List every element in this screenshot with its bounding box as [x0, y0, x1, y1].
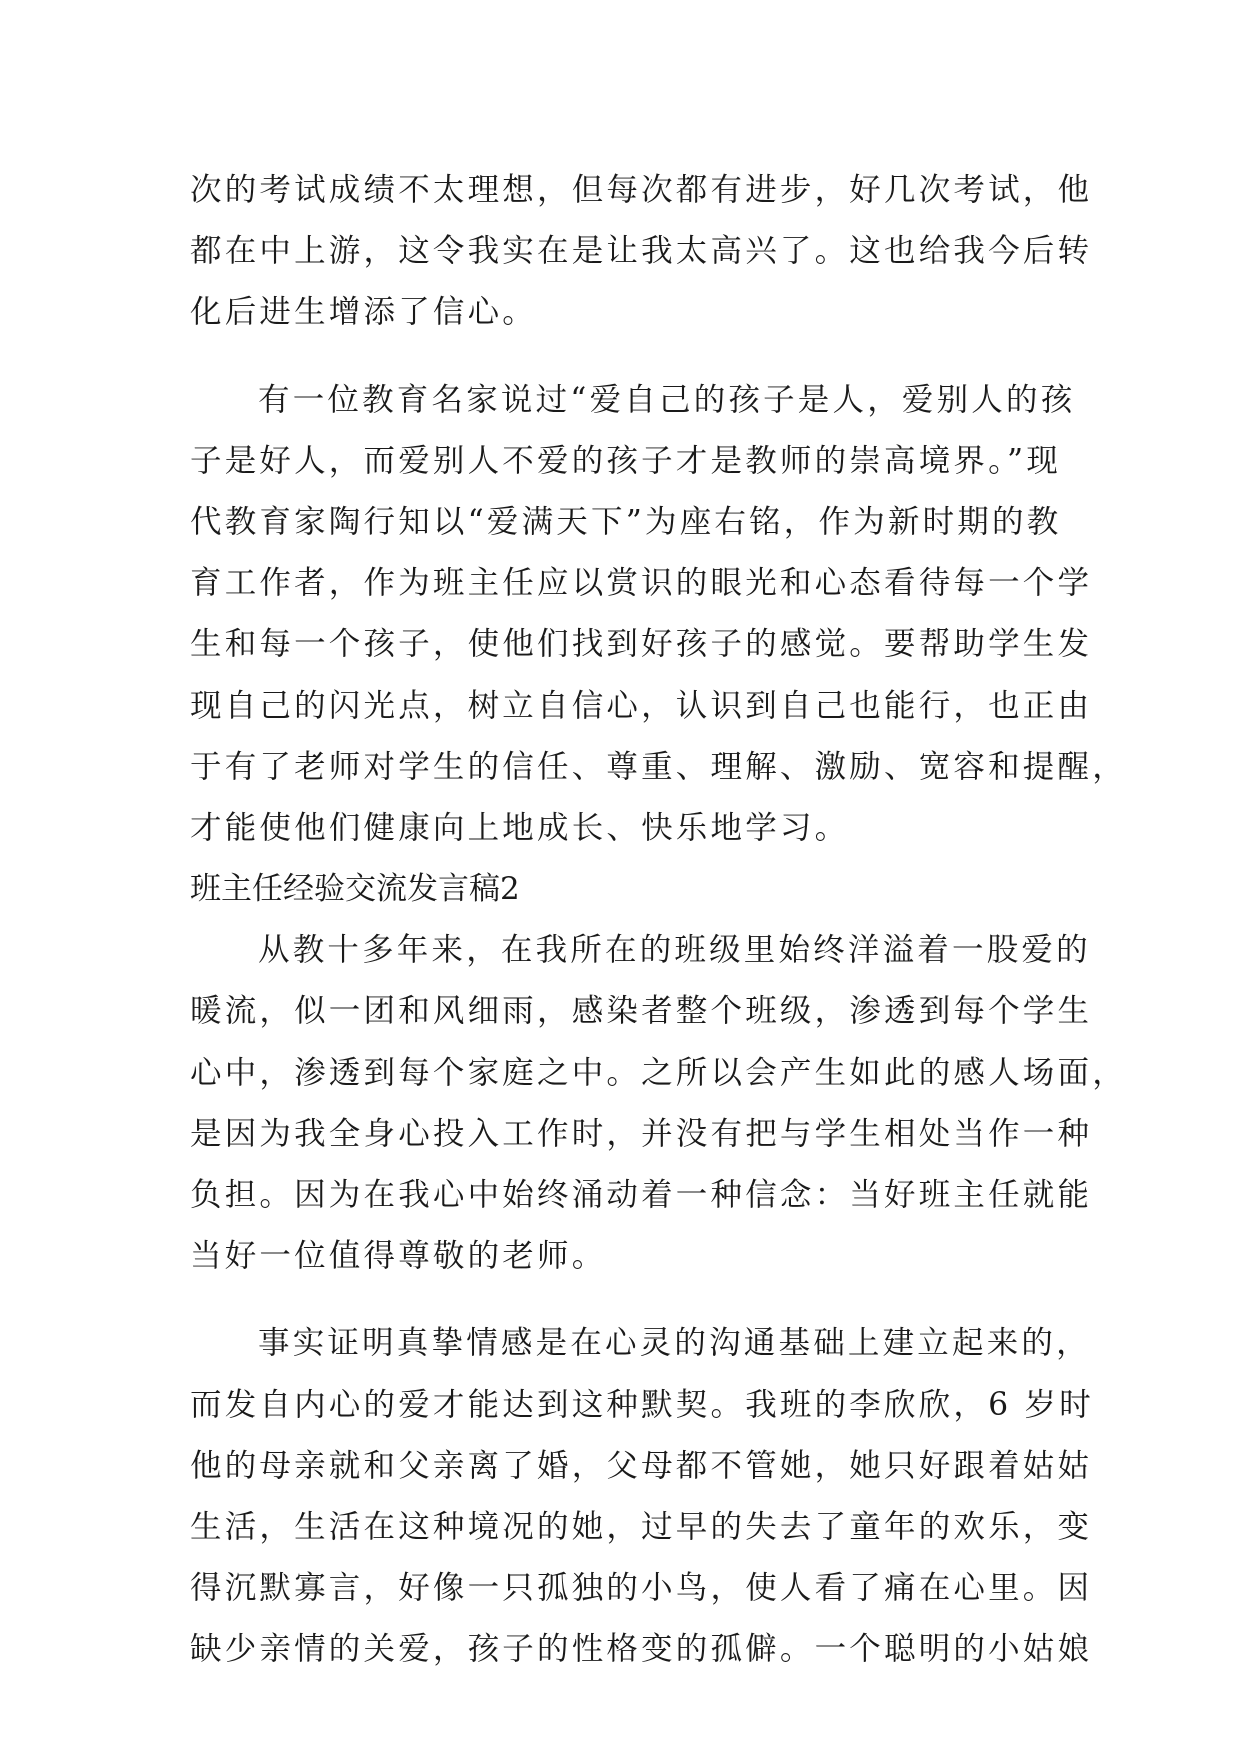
text-line: 事实证明真挚情感是在心灵的沟通基础上建立起来的， — [258, 1325, 1091, 1362]
text-line: 得沉默寡言，好像一只孤独的小鸟，使人看了痛在心里。因 — [190, 1570, 1093, 1607]
text-line: 次的考试成绩不太理想，但每次都有进步，好几次考试，他 — [190, 172, 1093, 208]
text-line: 于有了老师对学生的信任、尊重、理解、激励、宽容和提醒， — [190, 748, 1127, 785]
text-line: 生和每一个孩子，使他们找到好孩子的感觉。要帮助学生发 — [190, 626, 1093, 663]
text-line: 当好一位值得尊敬的老师。 — [190, 1238, 607, 1275]
section-heading-wrapper — [190, 859, 1070, 920]
text-line: 都在中上游，这令我实在是让我太高兴了。这也给我今后转 — [190, 233, 1093, 270]
text-line: 代教育家陶行知以“爱满天下”为座右铭，作为新时期的教 — [190, 503, 1062, 540]
text-line: 生活，生活在这种境况的她，过早的失去了童年的欢乐，变 — [190, 1508, 1093, 1545]
text-line: 才能使他们健康向上地成长、快乐地学习。 — [190, 809, 850, 846]
text-line: 现自己的闪光点，树立自信心，认识到自己也能行，也正由 — [190, 687, 1093, 724]
text-line: 心中，渗透到每个家庭之中。之所以会产生如此的感人场面， — [190, 1054, 1127, 1091]
paragraph — [190, 920, 1127, 1287]
text-line: 他的母亲就和父亲离了婚，父母都不管她，她只好跟着姑姑 — [190, 1447, 1093, 1484]
paragraph — [190, 1313, 1094, 1680]
text-line: 子是好人，而爱别人不爱的孩子才是教师的崇高境界。”现 — [190, 442, 1062, 479]
text-line: 化后进生增添了信心。 — [190, 294, 538, 331]
text-line: 暖流，似一团和风细雨，感染者整个班级，渗透到每个学生 — [190, 993, 1093, 1030]
text-line: 育工作者，作为班主任应以赏识的眼光和心态看待每一个学 — [190, 565, 1093, 602]
text-line: 从教十多年来，在我所在的班级里始终洋溢着一股爱的 — [258, 932, 1091, 969]
paragraph — [190, 160, 1093, 344]
section-heading: 班主任经验交流发言稿2 — [190, 871, 520, 908]
text-line: 有一位教育名家说过“爱自己的孩子是人，爱别人的孩 — [258, 381, 1076, 418]
text-line: 缺少亲情的关爱，孩子的性格变的孤僻。一个聪明的小姑娘 — [190, 1631, 1093, 1668]
document-body — [190, 160, 1127, 1681]
text-line: 是因为我全身心投入工作时，并没有把与学生相处当作一种 — [190, 1115, 1093, 1152]
paragraph — [190, 370, 1127, 860]
text-line: 而发自内心的爱才能达到这种默契。我班的李欣欣，6 岁时 — [190, 1386, 1094, 1423]
text-line: 负担。因为在我心中始终涌动着一种信念：当好班主任就能 — [190, 1177, 1093, 1213]
